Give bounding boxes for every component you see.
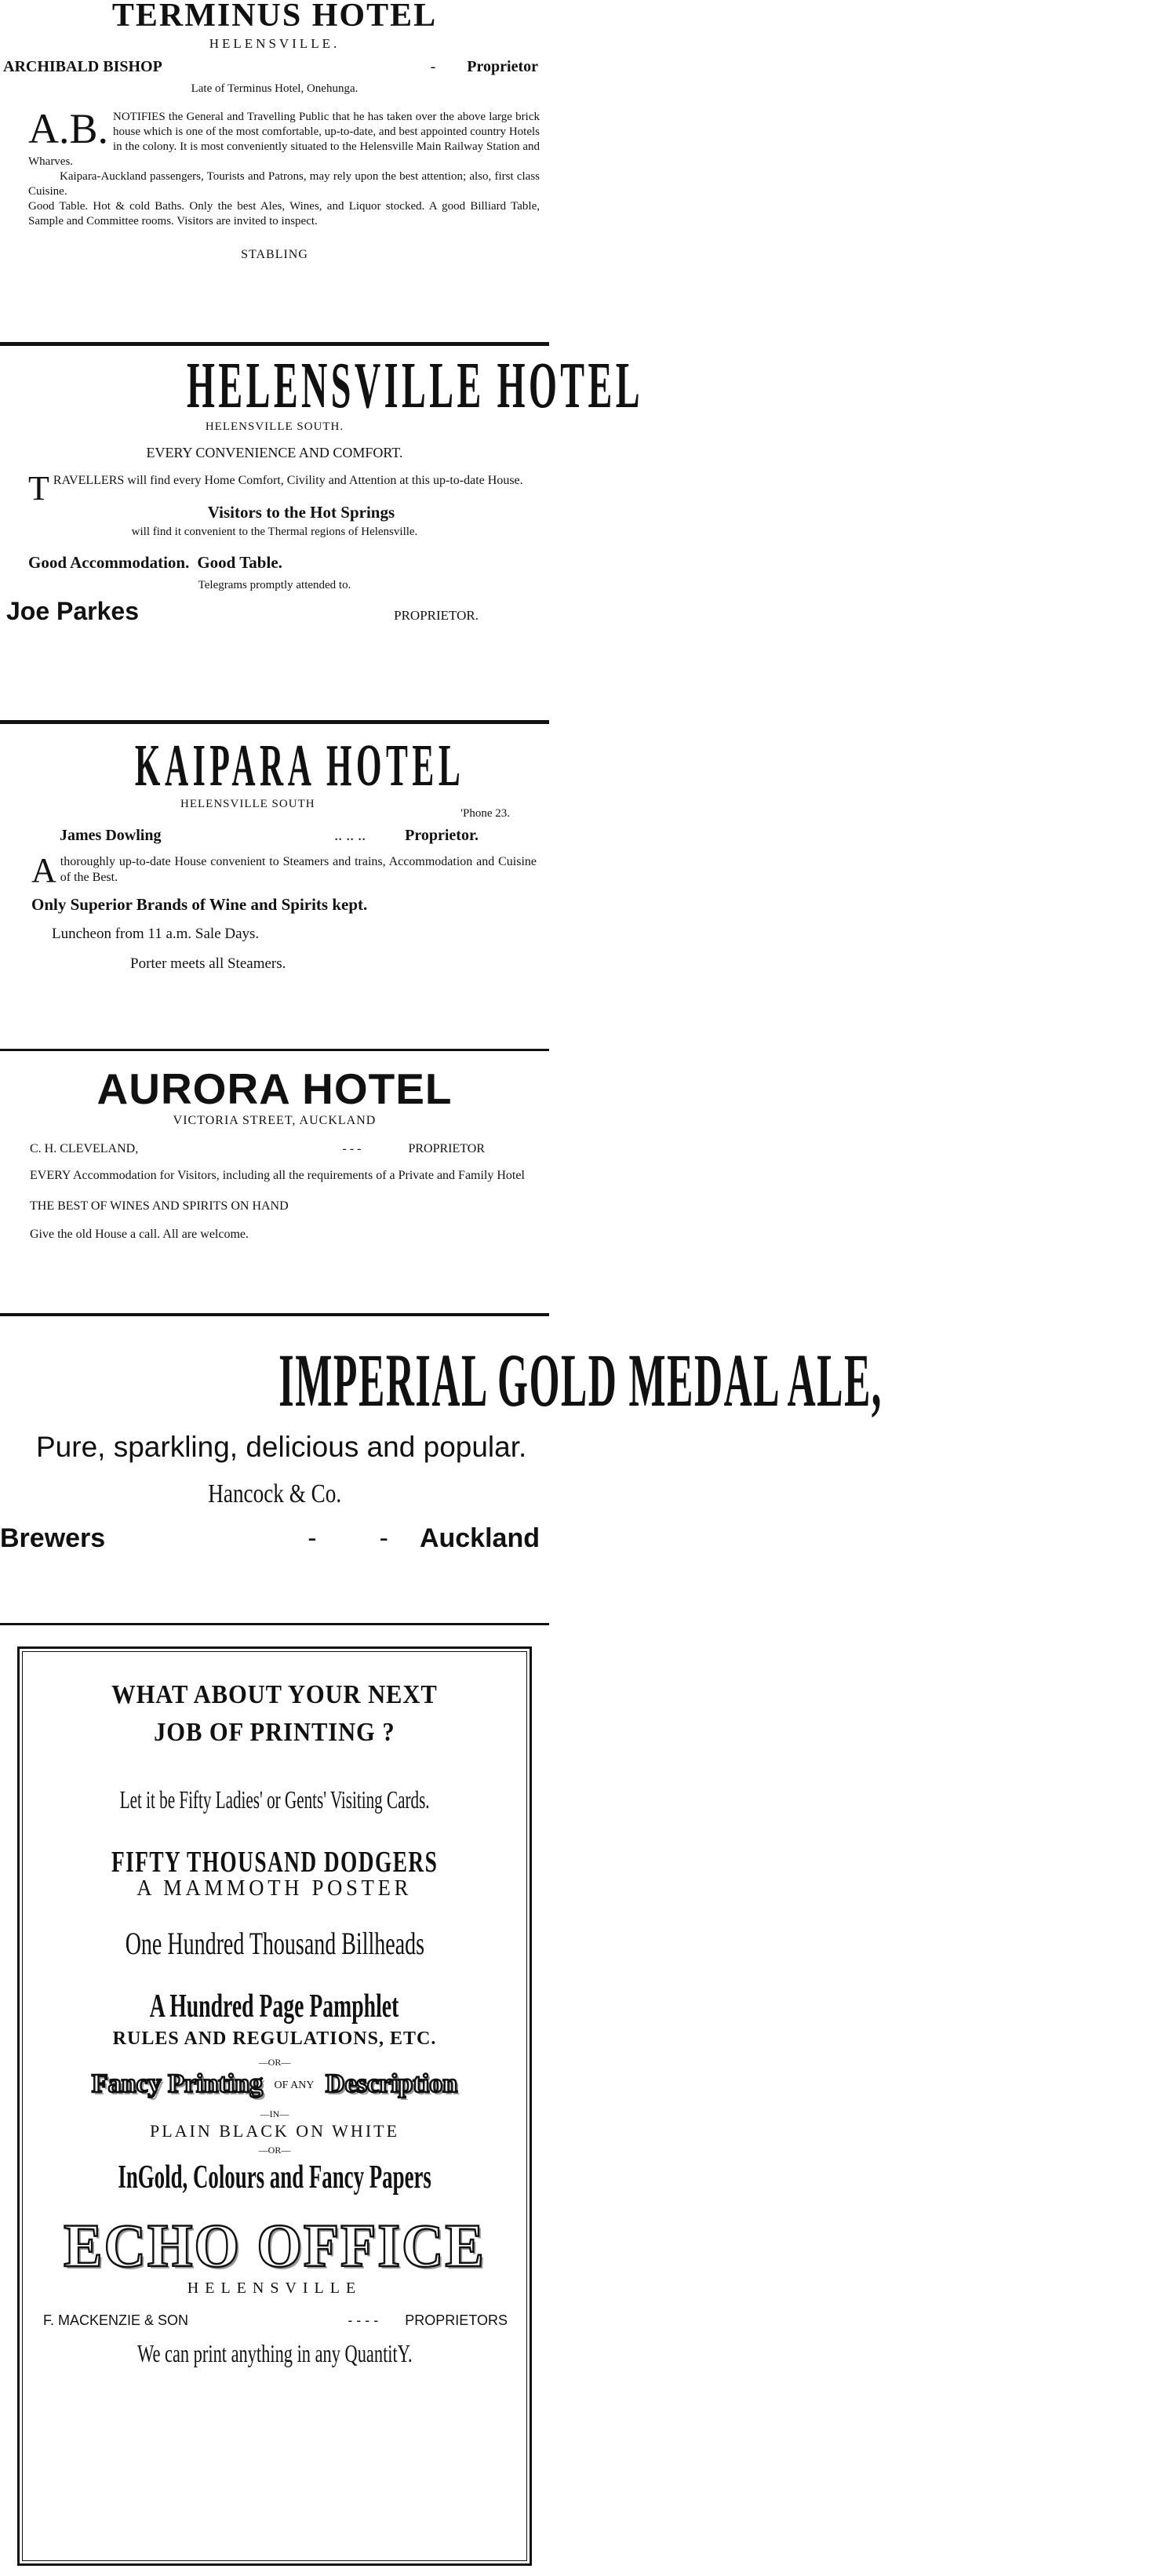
printing-question-line2: JOB OF PRINTING ? bbox=[154, 1718, 395, 1747]
printing-firm-dashes: - - - - bbox=[348, 2312, 379, 2328]
printing-or-1: —OR— bbox=[258, 2057, 291, 2068]
terminus-location: HELENSVILLE. bbox=[209, 36, 340, 51]
printing-echo-office: ECHO OFFICE bbox=[64, 2211, 486, 2279]
kaipara-title: KAIPARA HOTEL bbox=[134, 733, 465, 799]
printing-cards: Let it be Fifty Ladies' or Gents' Visiting Cards. bbox=[119, 1785, 430, 1814]
imperial-brewers: Brewers bbox=[0, 1523, 106, 1553]
kaipara-dropcap: A bbox=[31, 851, 56, 890]
helensville-title: HELENSVILLE HOTEL bbox=[187, 349, 643, 422]
printing-description: Description bbox=[326, 2069, 458, 2098]
terminus-dropcap: A.B. bbox=[28, 105, 109, 152]
imperial-dash1: - bbox=[308, 1523, 317, 1553]
divider-rule bbox=[0, 1049, 549, 1051]
kaipara-brands: Only Superior Brands of Wine and Spirits kept. bbox=[31, 895, 368, 914]
echo-office-printing-ad bbox=[0, 1626, 549, 2576]
aurora-hotel-ad bbox=[0, 1053, 549, 1314]
imperial-city: Auckland bbox=[419, 1523, 540, 1553]
printing-of-any: OF ANY bbox=[274, 2079, 315, 2092]
terminus-para1: NOTIFIES the General and Travelling Public that he has taken over the above large brick house which is one of the most comfortable, up-to-date, and best appointed country Hotels in the colony. It is most conveniently situated to the Helensville Main Railway Station and Wharves. bbox=[28, 111, 540, 168]
kaipara-phone: 'Phone 23. bbox=[460, 807, 510, 820]
imperial-title: IMPERIAL GOLD MEDAL ALE, bbox=[278, 1338, 883, 1422]
terminus-proprietor-label: Proprietor bbox=[467, 58, 538, 75]
printing-proprietors: PROPRIETORS bbox=[405, 2312, 508, 2328]
helensville-location: HELENSVILLE SOUTH. bbox=[205, 420, 344, 433]
kaipara-luncheon: Luncheon from 11 a.m. Sale Days. bbox=[52, 926, 260, 942]
helensville-tagline: EVERY CONVENIENCE AND COMFORT. bbox=[146, 445, 403, 460]
terminus-late-of: Late of Terminus Hotel, Onehunga. bbox=[191, 82, 358, 95]
kaipara-proprietor-name: James Dowling bbox=[60, 827, 162, 844]
imperial-ale-ad bbox=[0, 1318, 883, 1622]
helensville-table: Good Table. bbox=[197, 553, 282, 572]
printing-firm: F. MACKENZIE & SON bbox=[43, 2312, 189, 2328]
printing-pamphlet: A Hundred Page Pamphlet bbox=[150, 1988, 399, 2025]
printing-dodgers: FIFTY THOUSAND DODGERS bbox=[111, 1846, 439, 1879]
terminus-para3: Good Table. Hot & cold Baths. Only the best Ales, Wines, and Liquor stocked. A good Billiard Table, Sample and Committee rooms. Visitors are invited to inspect. bbox=[28, 200, 540, 227]
imperial-tagline: Pure, sparkling, delicious and popular. bbox=[36, 1431, 527, 1463]
kaipara-porter: Porter meets all Steamers. bbox=[130, 955, 286, 972]
terminus-title: TERMINUS HOTEL bbox=[111, 0, 438, 34]
aurora-give: Give the old House a call. All are welcome. bbox=[30, 1228, 249, 1241]
printing-billheads: One Hundred Thousand Billheads bbox=[125, 1926, 424, 1961]
terminus-para2: Kaipara-Auckland passengers, Tourists and Patrons, may rely upon the best attention; also, first class Cuisine. bbox=[28, 170, 540, 198]
helensville-springs-heading: Visitors to the Hot Springs bbox=[207, 503, 395, 522]
helensville-para: RAVELLERS will find every Home Comfort, Civility and Attention at this up-to-date House. bbox=[53, 474, 523, 487]
helensville-proprietor-name: Joe Parkes bbox=[6, 597, 140, 625]
terminus-hotel-ad bbox=[0, 0, 549, 345]
printing-in: —IN— bbox=[260, 2108, 289, 2119]
helensville-proprietor-label: PROPRIETOR. bbox=[394, 608, 479, 623]
printing-question-line1: WHAT ABOUT YOUR NEXT bbox=[111, 1680, 438, 1709]
aurora-dashes: - - - bbox=[342, 1142, 362, 1155]
helensville-springs-text: will find it convenient to the Thermal regions of Helensville. bbox=[131, 526, 418, 538]
helensville-accommodation: Good Accommodation. bbox=[28, 553, 190, 572]
kaipara-para: thoroughly up-to-date House convenient to Steamers and trains, Accommodation and Cuisine of the Best. bbox=[60, 855, 537, 884]
aurora-wines: THE BEST OF WINES AND SPIRITS ON HAND bbox=[30, 1199, 289, 1213]
printing-poster: A MAMMOTH POSTER bbox=[136, 1876, 413, 1901]
printing-rules: RULES AND REGULATIONS, ETC. bbox=[112, 2028, 437, 2049]
divider-rule bbox=[0, 1623, 549, 1625]
kaipara-proprietor-label: Proprietor. bbox=[405, 827, 479, 844]
printing-fancy: Fancy Printing bbox=[91, 2069, 264, 2098]
printing-gold: InGold, Colours and Fancy Papers bbox=[118, 2159, 431, 2196]
aurora-proprietor-name: C. H. CLEVELAND, bbox=[30, 1142, 139, 1155]
printing-echo-location: HELENSVILLE bbox=[187, 2279, 362, 2297]
imperial-company: Hancock & Co. bbox=[208, 1479, 341, 1508]
aurora-title: AURORA HOTEL bbox=[96, 1064, 453, 1113]
helensville-dropcap: T bbox=[28, 469, 49, 508]
helensville-hotel-ad bbox=[0, 345, 643, 723]
kaipara-hotel-ad bbox=[0, 726, 549, 1050]
printing-anything: We can print anything in any QuantitY. bbox=[136, 2339, 413, 2367]
printing-plain: PLAIN BLACK ON WHITE bbox=[149, 2121, 400, 2141]
imperial-dash2: - bbox=[379, 1523, 388, 1553]
aurora-proprietor-label: PROPRIETOR bbox=[408, 1142, 485, 1155]
terminus-stabling: STABLING bbox=[241, 248, 308, 261]
aurora-location: VICTORIA STREET, AUCKLAND bbox=[173, 1114, 377, 1127]
divider-rule bbox=[0, 720, 549, 724]
aurora-para: EVERY Accommodation for Visitors, including all the requirements of a Private and Family Hotel bbox=[30, 1169, 525, 1182]
terminus-proprietor-name: ARCHIBALD BISHOP bbox=[3, 58, 162, 75]
printing-or-2: —OR— bbox=[258, 2145, 291, 2156]
terminus-proprietor-dash: - bbox=[430, 58, 436, 75]
kaipara-location: HELENSVILLE SOUTH bbox=[180, 798, 315, 810]
helensville-telegrams: Telegrams promptly attended to. bbox=[198, 579, 351, 591]
ornamental-border bbox=[17, 1646, 532, 2566]
kaipara-dots: .. .. .. bbox=[334, 827, 366, 844]
divider-rule bbox=[0, 1313, 549, 1316]
